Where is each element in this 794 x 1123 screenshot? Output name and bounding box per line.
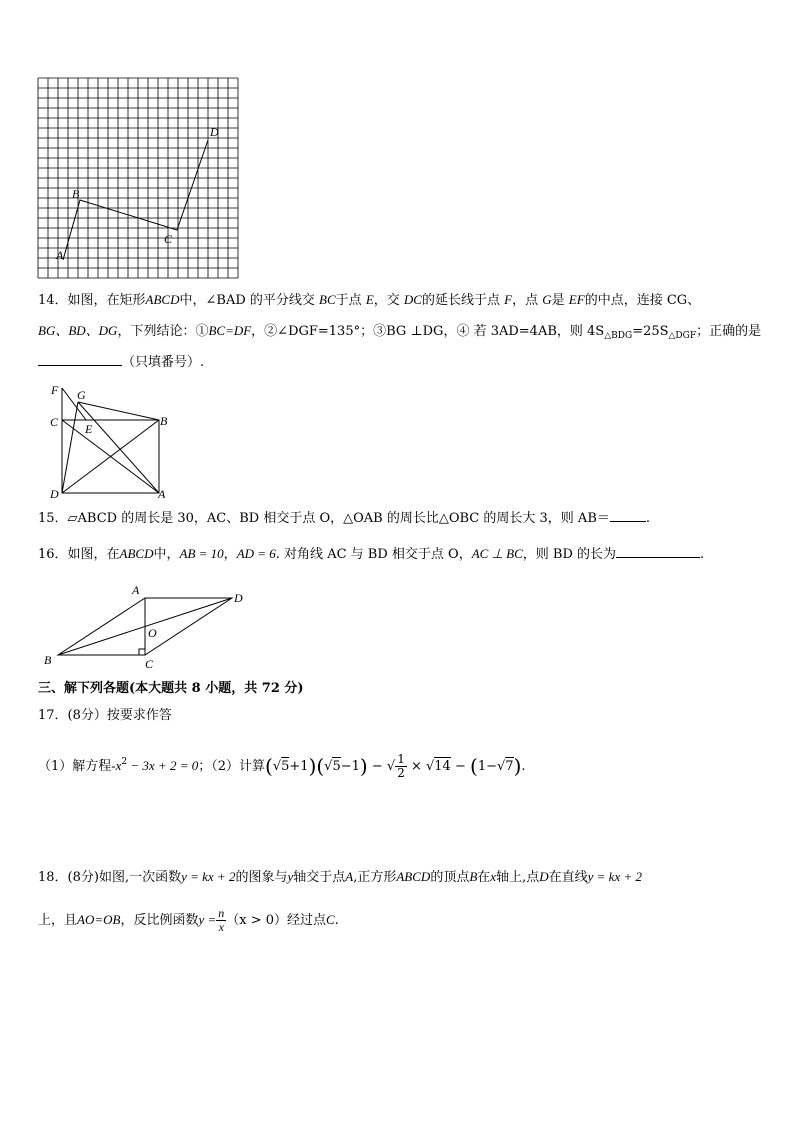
- q16-label-c: C: [145, 657, 154, 671]
- grid-figure: [36, 76, 240, 280]
- q15-answer-blank[interactable]: [610, 509, 646, 522]
- q14-label-d: D: [50, 487, 59, 500]
- q16-label-o: O: [148, 626, 157, 640]
- q14-label-a: A: [158, 487, 166, 500]
- q14-label-b: B: [160, 414, 168, 428]
- q16: 16．如图，在ABCD中，AB = 10，AD = 6. 对角线 AC 与 BD 相交于点 O，AC ⊥ BC，则 BD 的长为 .: [38, 546, 705, 562]
- q16-label-d: D: [234, 591, 243, 605]
- q16-label-a: A: [132, 583, 140, 597]
- q14-label-c: C: [50, 415, 59, 429]
- q14-label-e: E: [85, 422, 93, 436]
- q14-label-g: G: [77, 388, 86, 402]
- label-a: A: [56, 248, 64, 262]
- q16-answer-blank[interactable]: [616, 545, 700, 558]
- q14-line3: （只填番号）.: [38, 353, 204, 372]
- q14-figure: [44, 380, 174, 500]
- q17-parts: （1）解方程$-x^2 - 3x + 2 = 0$；（2）计算(√5+1)(√5−1) − √ $\frac{1}{2}$ × √14 − (1−√7).: [38, 752, 526, 780]
- q15: 15．▱ABCD 的周长是 30，AC、BD 相交于点 O，△OAB 的周长比△OBC 的周长大 3，则 AB＝ .: [38, 511, 651, 526]
- q14-label-f: F: [51, 383, 59, 397]
- label-c: C: [164, 232, 173, 246]
- q16-label-b: B: [44, 653, 52, 667]
- q18-fraction: $\frac{n}{x}$: [218, 906, 225, 934]
- q14-answer-blank[interactable]: [38, 353, 122, 366]
- q17-fraction: $\frac{1}{2}$: [397, 752, 405, 780]
- q18-line2: 上，且AO=OB，反比例函数y = $\frac{n}{x}$ （x > 0）经过点C.: [38, 906, 339, 934]
- q18-line1: 18．(8分)如图,一次函数y = kx + 2的图象与y轴交于点A,正方形ABCD的顶点B在x轴上,点D在直线y = kx + 2: [38, 869, 642, 885]
- q14-line1: 14．如图，在矩形ABCD中，∠BAD 的平分线交 BC于点 E，交 DC的延长线于点 F，点 G是 EF的中点，连接 CG、: [38, 292, 701, 308]
- q14-line2: BG、BD、DG，下列结论：①BC=DF，②∠DGF=135°；③BG ⊥DG，④ 若 3AD=4AB，则 $4S_{\triangle BDG}=25S_{\triangle DGF}$；正确的是: [38, 323, 762, 341]
- section-3-title: 三、解下列各题(本大题共 8 小题，共 72 分): [38, 681, 304, 696]
- q16-figure: [40, 582, 260, 672]
- label-b: B: [72, 187, 80, 201]
- label-d: D: [210, 125, 219, 139]
- q17-title: 17．(8分）按要求作答: [38, 708, 172, 723]
